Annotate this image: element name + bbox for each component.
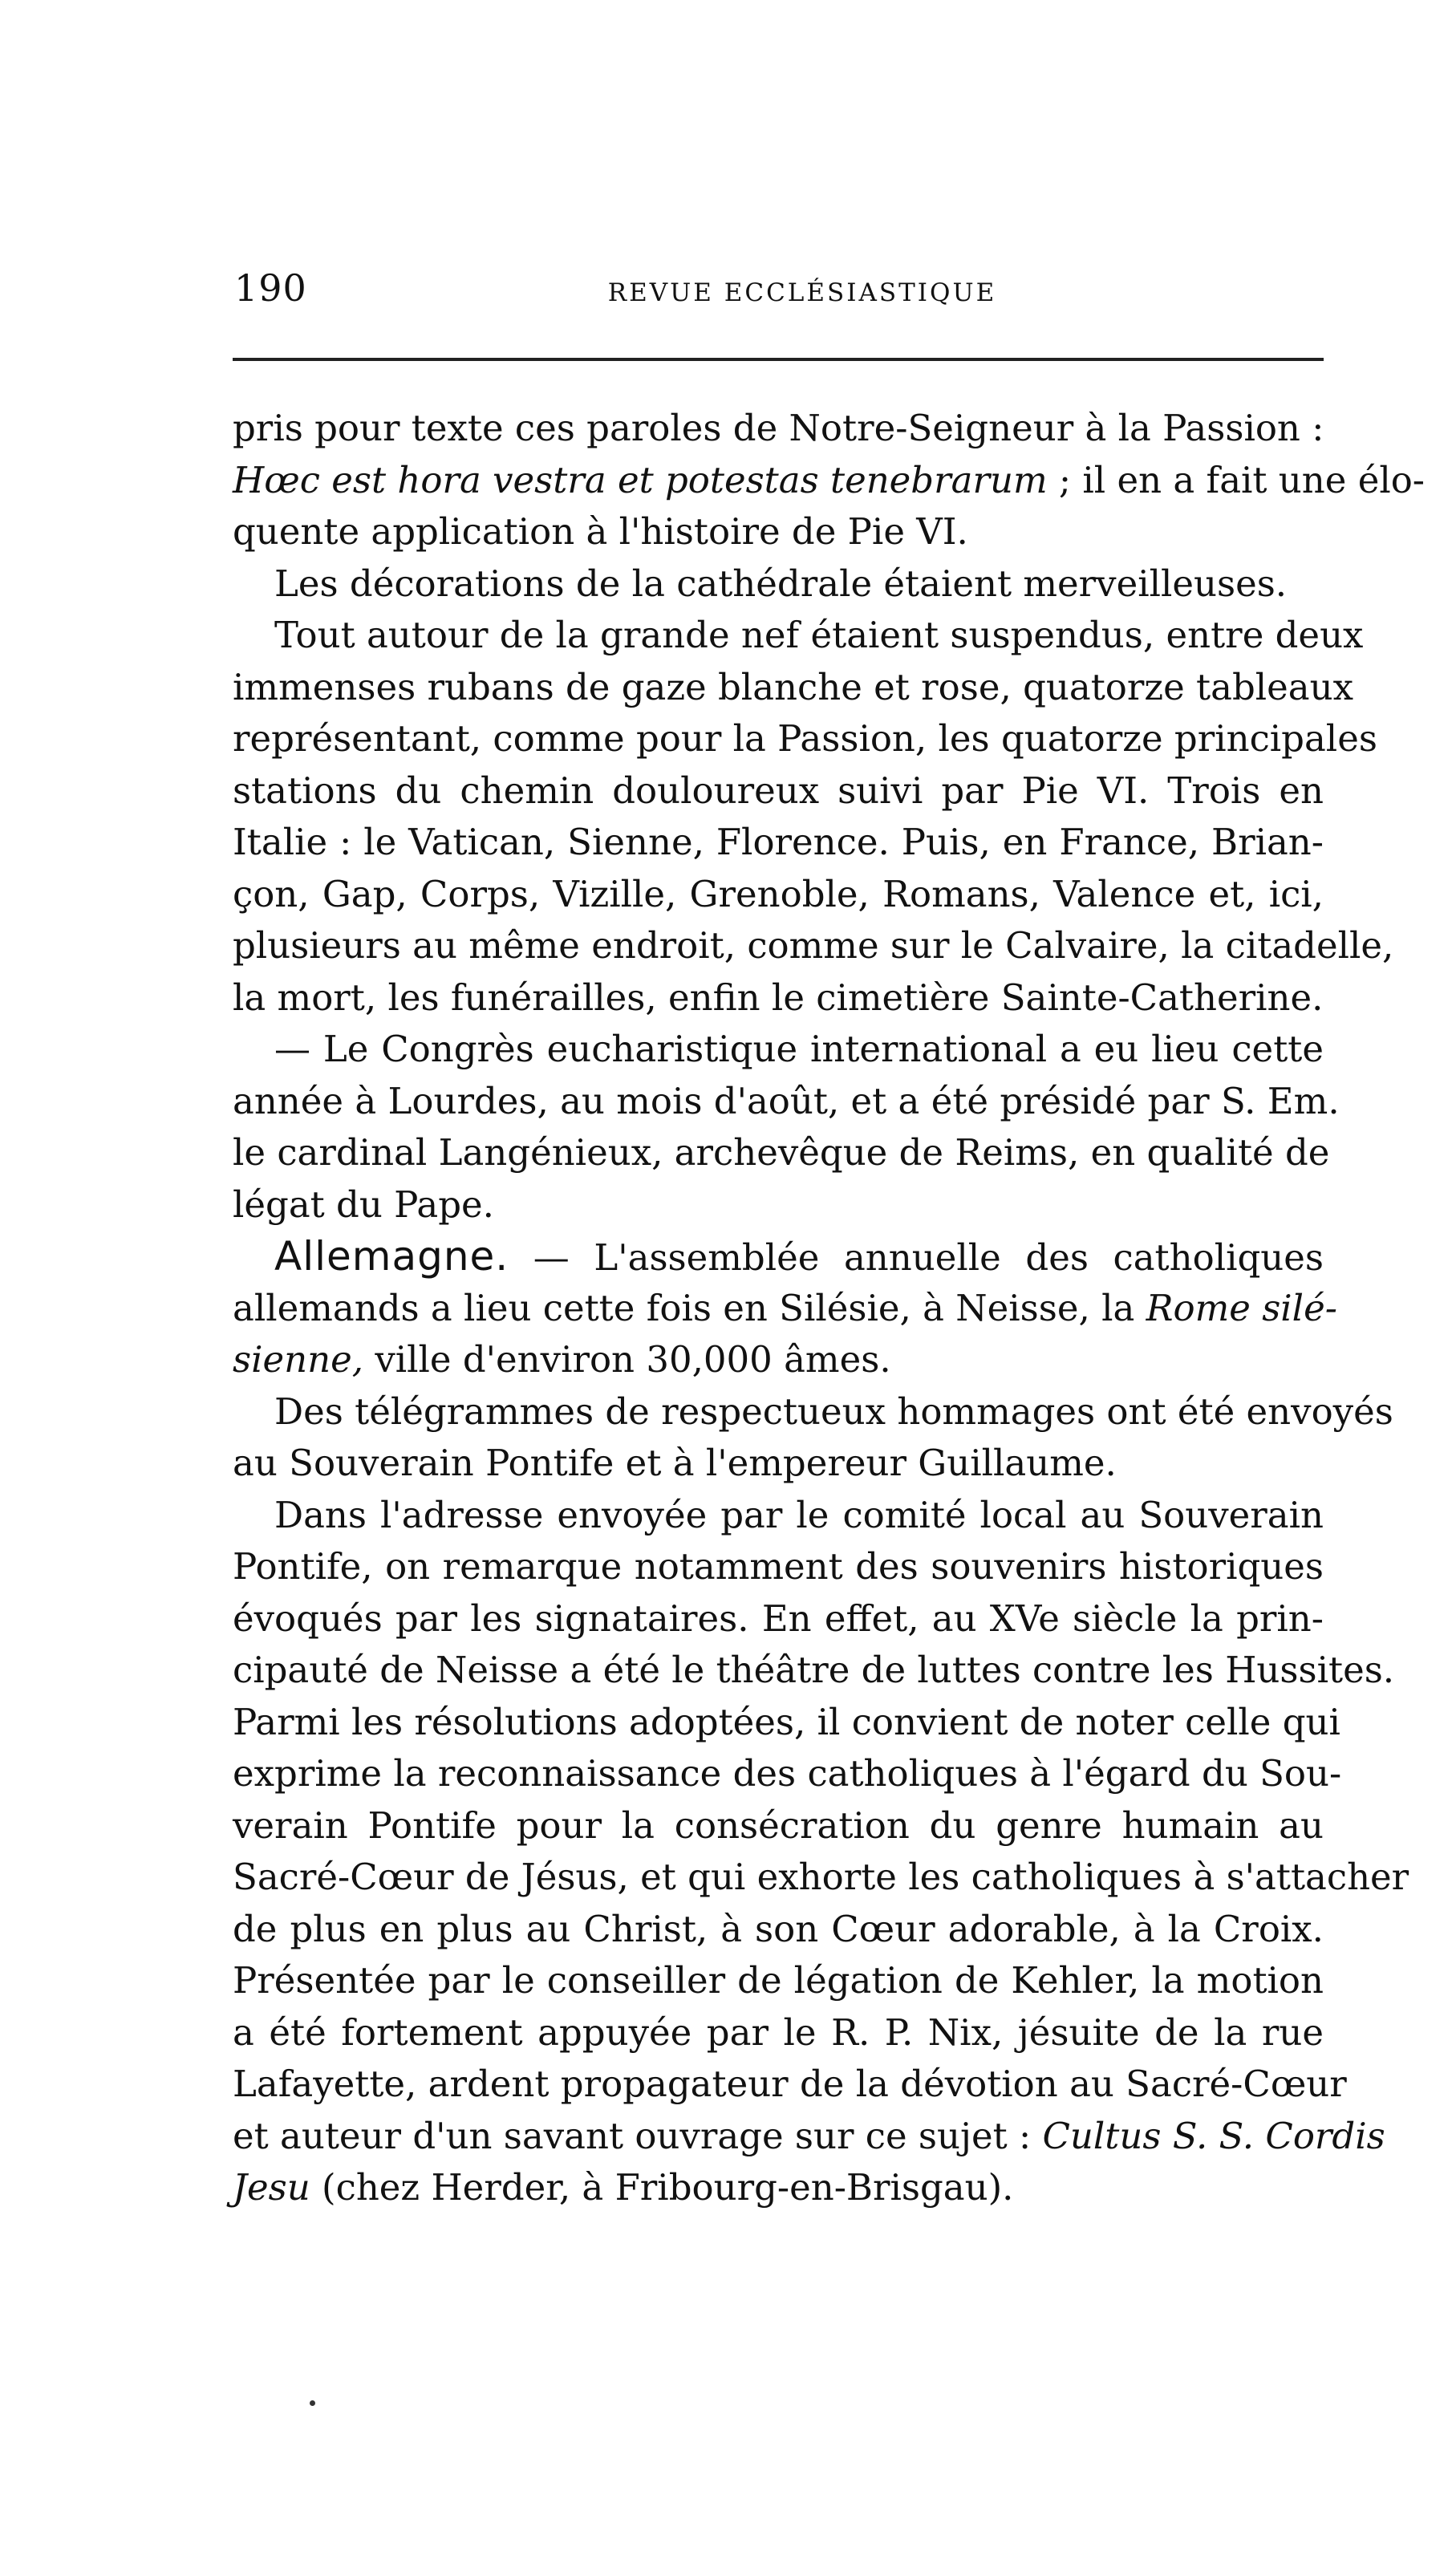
- text-run: allemands a lieu cette fois en Silésie, à Neisse, la: [233, 1286, 1146, 1329]
- text-line: [233, 610, 1364, 662]
- text-line: [233, 1231, 1324, 1283]
- body-text: [233, 403, 1426, 2214]
- text-run: exprime la reconnaissance des catholiques à l'égard du Sou-: [233, 1752, 1342, 1795]
- text-line: [233, 869, 1324, 921]
- text-run: pris pour texte ces paroles de Notre-Seigneur à la Passion :: [233, 407, 1324, 449]
- text-line: [233, 972, 1324, 1024]
- text-line: [233, 1697, 1340, 1749]
- text-run: ; il en a fait une élo-: [1047, 458, 1426, 501]
- text-run: Sacré-Cœur de Jésus, et qui exhorte les catholiques à s'attacher: [233, 1856, 1409, 1898]
- text-line: [233, 2162, 1324, 2214]
- text-line: [233, 1593, 1324, 1645]
- text-run: de plus en plus au Christ, à son Cœur adorable, à la Croix.: [233, 1907, 1324, 1950]
- text-line: [233, 1852, 1409, 1904]
- text-line: [233, 1490, 1324, 1542]
- italic-text: sienne,: [233, 1338, 364, 1381]
- text-run: çon, Gap, Corps, Vizille, Grenoble, Romans, Valence et, ici,: [233, 872, 1324, 915]
- text-line: [233, 920, 1394, 972]
- text-run: Pontife, on remarque notamment des souvenirs historiques: [233, 1545, 1324, 1588]
- text-line: [233, 1904, 1324, 1956]
- text-run: (chez Herder, à Fribourg-en-Brisgau).: [310, 2166, 1014, 2209]
- text-run: légat du Pape.: [233, 1183, 494, 1226]
- header-rule: [233, 358, 1324, 361]
- text-run: au Souverain Pontife et à l'empereur Guillaume.: [233, 1442, 1117, 1484]
- text-line: [233, 713, 1377, 765]
- text-run: a été fortement appuyée par le R. P. Nix, jésuite de la rue: [233, 2010, 1324, 2054]
- text-line: [233, 1283, 1337, 1335]
- italic-text: Rome silé-: [1146, 1286, 1337, 1329]
- text-line: [233, 662, 1353, 714]
- text-run: immenses rubans de gaze blanche et rose, quatorze tableaux: [233, 665, 1353, 708]
- text-run: stations du chemin douloureux suivi par Pie VI. Trois en: [233, 769, 1324, 812]
- text-run: et auteur d'un savant ouvrage sur ce sujet :: [233, 2114, 1043, 2157]
- text-line: [233, 1800, 1324, 1852]
- text-run: évoqués par les signataires. En effet, au XVe siècle la prin-: [233, 1596, 1324, 1640]
- text-run: Italie : le Vatican, Sienne, Florence. Puis, en France, Brian-: [233, 821, 1324, 863]
- text-run: plusieurs au même endroit, comme sur le Calvaire, la citadelle,: [233, 924, 1394, 967]
- italic-text: Hœc est hora vestra et potestas tenebrarum: [233, 458, 1048, 501]
- section-heading: Allemagne.: [274, 1233, 509, 1280]
- text-line: [233, 1334, 1324, 1386]
- text-line: [233, 1386, 1393, 1438]
- text-line: [233, 2059, 1347, 2111]
- text-line: [233, 765, 1324, 817]
- text-line: [233, 2111, 1385, 2163]
- text-run: Les décorations de la cathédrale étaient merveilleuses.: [274, 562, 1288, 605]
- text-line: [233, 455, 1426, 507]
- text-line: [233, 1076, 1340, 1128]
- text-run: cipauté de Neisse a été le théâtre de luttes contre les Hussites.: [233, 1649, 1395, 1691]
- text-line: [233, 403, 1324, 455]
- text-run: verain Pontife pour la consécration du genre humain au: [233, 1803, 1324, 1847]
- text-line: [233, 558, 1324, 611]
- running-title: REVUE ECCLÉSIASTIQUE: [607, 278, 997, 307]
- text-run: année à Lourdes, au mois d'août, et a été présidé par S. Em.: [233, 1079, 1340, 1122]
- text-line: [233, 1955, 1324, 2007]
- italic-text: Cultus S. S. Cordis: [1042, 2114, 1385, 2157]
- text-run: ville d'environ 30,000 âmes.: [363, 1338, 891, 1381]
- text-line: [233, 1645, 1395, 1697]
- text-run: Dans l'adresse envoyée par le comité local au Souverain: [274, 1493, 1324, 1536]
- text-line: [233, 1748, 1342, 1800]
- text-run: Présentée par le conseiller de légation de Kehler, la motion: [233, 1959, 1324, 2002]
- text-line: [233, 1024, 1324, 1076]
- text-line: [233, 1438, 1324, 1490]
- text-line: [233, 1541, 1324, 1593]
- text-run: — L'assemblée annuelle des catholiques: [509, 1236, 1324, 1279]
- text-line: [233, 1179, 1324, 1231]
- text-run: Tout autour de la grande nef étaient suspendus, entre deux: [274, 614, 1364, 656]
- text-line: [233, 506, 1324, 558]
- text-run: Des télégrammes de respectueux hommages ont été envoyés: [274, 1389, 1393, 1433]
- text-run: Lafayette, ardent propagateur de la dévotion au Sacré-Cœur: [233, 2063, 1347, 2105]
- text-run: la mort, les funérailles, enfin le cimetière Sainte-Catherine.: [233, 976, 1324, 1019]
- text-run: — Le Congrès eucharistique international a eu lieu cette: [274, 1028, 1324, 1070]
- italic-text: Jesu: [233, 2166, 310, 2209]
- stray-mark: [310, 2400, 315, 2406]
- text-line: [233, 2007, 1324, 2059]
- text-run: représentant, comme pour la Passion, les quatorze principales: [233, 717, 1377, 760]
- text-run: Parmi les résolutions adoptées, il convient de noter celle qui: [233, 1700, 1340, 1743]
- text-run: quente application à l'histoire de Pie VI.: [233, 510, 968, 553]
- page-number: 190: [234, 266, 307, 310]
- text-line: [233, 1127, 1330, 1179]
- text-run: le cardinal Langénieux, archevêque de Reims, en qualité de: [233, 1131, 1330, 1174]
- text-line: [233, 817, 1324, 869]
